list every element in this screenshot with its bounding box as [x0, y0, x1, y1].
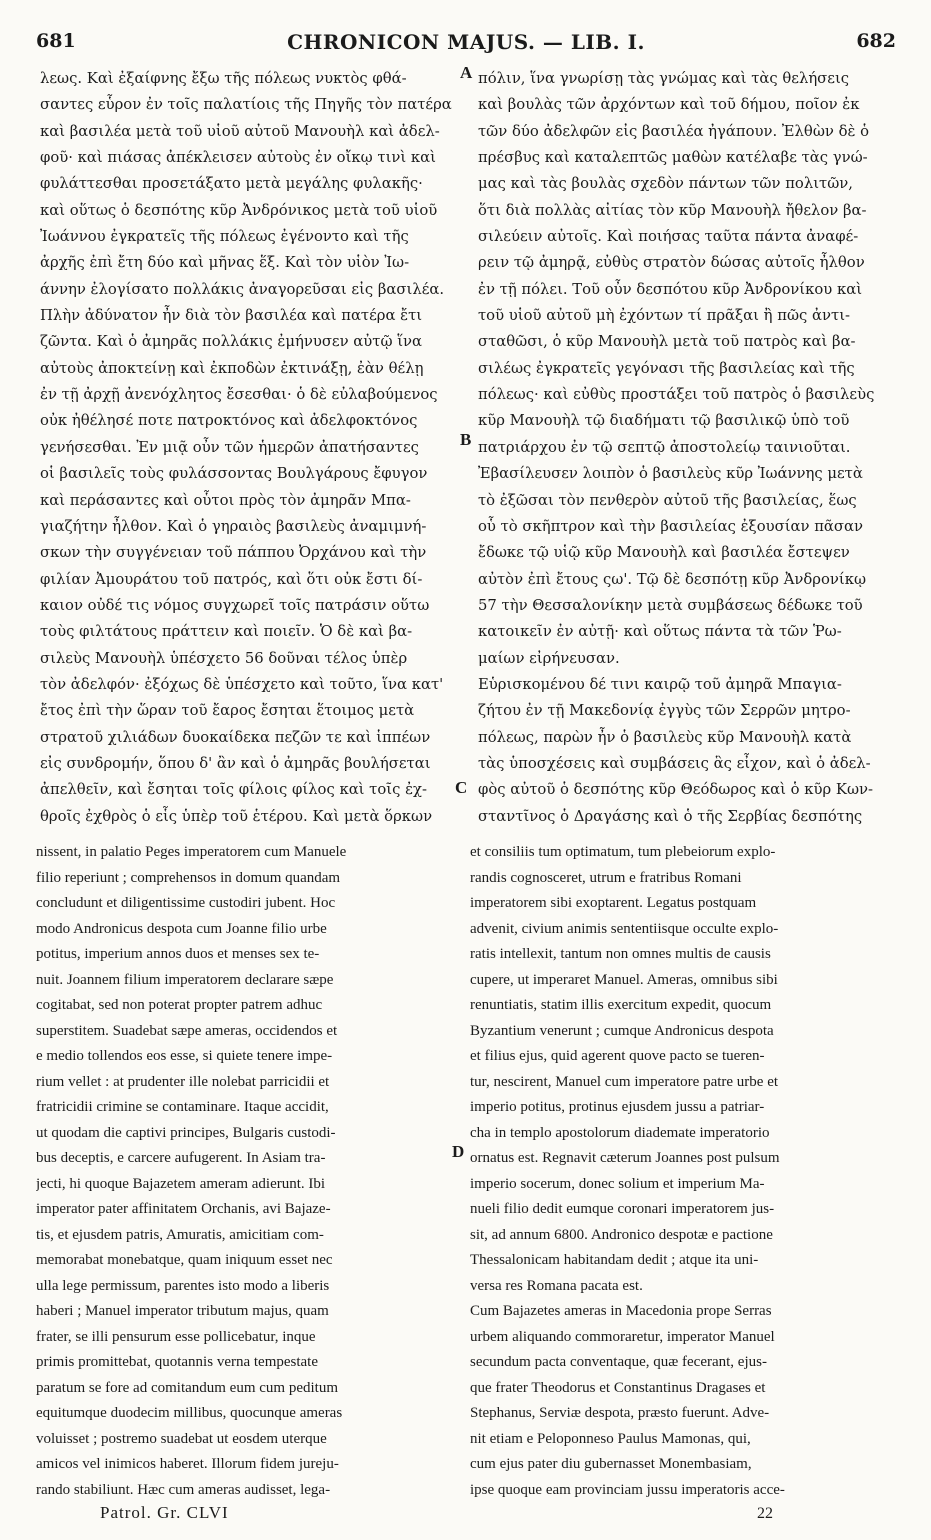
text-line: ἐν τῇ πόλει. Τοῦ οὖν δεσπότου κῦρ Ἀνδρονίκου καὶ [478, 280, 862, 298]
text-line: secundum pacta conventaque, quæ fecerant, ejus- [470, 1354, 767, 1370]
text-line: Byzantium venerunt ; cumque Andronicus despota [470, 1022, 774, 1039]
text-line: τοὺς φιλτάτους πράττειν καὶ ποιεῖν. Ὁ δὲ καὶ βα- [40, 623, 413, 641]
page-header [36, 30, 896, 62]
text-line: φιλίαν Ἀμουράτου τοῦ πατρός, καὶ ὅτι οὐκ ἔστι δί- [40, 570, 423, 588]
text-line: ζήτου ἐν τῇ Μακεδονίᾳ ἐγγὺς τῶν Σερρῶν μητρο- [478, 702, 851, 720]
text-line: καιον οὐδέ τις νόμος συγχωρεῖ τοῖς πατράσιν οὕτω [40, 596, 430, 614]
text-line: γενήσεσθαι. Ἐν μιᾷ οὖν τῶν ἡμερῶν ἀπατήσαντες [40, 438, 419, 456]
text-line: rando stabiliunt. Hæc cum ameras audisset, lega- [36, 1481, 331, 1498]
text-line: ipse quoque eam provinciam jussu imperatoris acce- [470, 1481, 785, 1498]
text-line: Ἐβασίλευσεν λοιπὸν ὁ βασιλεὺς κῦρ Ἰωάννης μετὰ [478, 465, 863, 483]
text-line: ulla lege permissum, parentes isto modo a liberis [36, 1277, 330, 1294]
margin-marker-a: A [460, 63, 473, 82]
text-line: οὗ τὸ σκῆπτρον καὶ τὴν βασιλείας ἐξουσίαν πᾶσαν [478, 517, 864, 535]
text-line: nueli filio dedit eumque coronari imperatorem jus- [470, 1201, 775, 1217]
text-line: πόλιν, ἵνα γνωρίσῃ τὰς γνώμας καὶ τὰς θελήσεις [478, 70, 850, 87]
text-line: cupere, ut imperaret Manuel. Ameras, omnibus sibi [470, 971, 778, 988]
text-line: voluisset ; postremo suadebat ut eosdem uterque [36, 1430, 327, 1447]
running-title: CHRONICON MAJUS. — LIB. I. [287, 30, 645, 54]
text-line: nuit. Joannem filium imperatorem declarare sæpe [36, 971, 334, 988]
text-line: imperio potitus, protinus ejusdem jussu a patriar- [470, 1099, 765, 1115]
text-line: e medio tollendos eos esse, si quiete tenere impe- [36, 1048, 333, 1064]
text-line: et filius ejus, quid agerent quove pacto se tueren- [470, 1048, 765, 1064]
text-line: οἱ βασιλεῖς τοὺς φυλάσσοντας Βουλγάρους ἔφυγον [40, 465, 428, 483]
text-line: σταθῶσι, ὁ κῦρ Μανουὴλ μετὰ τοῦ πατρὸς καὶ βα- [478, 333, 856, 351]
text-line: αὐτοὺς ἀποκτείνῃ καὶ ἐκποδὼν ἐκτινάξῃ, ἐὰν θέλῃ [40, 359, 424, 377]
text-line: σιλεύειν αὐτοῖς. Καὶ ποιήσας ταῦτα πάντα ἀναφέ- [478, 228, 859, 246]
footer-series: Patrol. Gr. CLVI [100, 1503, 229, 1522]
text-line: ἀπελθεῖν, καὶ ἔσηται τοῖς φίλοις φίλος καὶ τοῖς ἐχ- [40, 781, 427, 799]
text-line: versa res Romana pacata est. [470, 1277, 643, 1294]
text-line: πόλεως· καὶ εὐθὺς προστάξει τοῦ πατρὸς ὁ βασιλεὺς [478, 386, 875, 404]
text-line: τὸ ἐξῶσαι τὸν πενθερὸν αὐτοῦ τῆς βασιλείας, ἕως [478, 491, 857, 509]
text-line: Πλὴν ἀδύνατον ἦν διὰ τὸν βασιλέα καὶ πατέρα ἔτι [40, 307, 423, 325]
text-line: Stephanus, Serviæ despota, præsto fuerunt. Adve- [470, 1405, 770, 1421]
text-line: renuntiatis, statim illis exercitum expedit, quocum [470, 997, 772, 1013]
text-line: καὶ βασιλέα μετὰ τοῦ υἱοῦ αὐτοῦ Μανουὴλ καὶ ἀδελ- [40, 122, 440, 140]
text-line: tis, et ejusdem patris, Amuratis, amicitiam com- [36, 1226, 324, 1243]
text-line: Cum Bajazetes ameras in Macedonia prope Serras [470, 1303, 772, 1319]
text-line: rium vellet : at prudenter ille nolebat parricidii et [36, 1073, 330, 1090]
text-line: filio reperiunt ; comprehensos in domum quandam [36, 869, 341, 886]
text-line: imperator pater affinitatem Orchanis, avi Bajaze- [36, 1201, 331, 1217]
text-line: γιαζήτην ἦλθον. Καὶ ὁ γηραιὸς βασιλεὺς ἀναμιμνή- [40, 517, 427, 535]
text-line: nissent, in palatio Peges imperatorem cum Manuele [36, 844, 347, 860]
text-line: φοῦ· καὶ πιάσας ἀπέκλεισεν αὐτοὺς ἐν οἴκῳ τινὶ καὶ [40, 149, 436, 167]
text-line: μαίων εἰρήνευσαν. [478, 649, 620, 667]
text-line: et consiliis tum optimatum, tum plebeiorum explo- [470, 844, 776, 860]
text-line: cha in templo apostolorum diademate imperatorio [470, 1124, 770, 1141]
text-line: σιλεὺς Μανουὴλ ὑπέσχετο 56 δοῦναι τέλος ὑπὲρ [40, 649, 408, 667]
text-line: cogitabat, sed non poterat propter patrem adhuc [36, 997, 323, 1013]
text-line: πατριάρχου ἐν τῷ σεπτῷ ἀποστολείῳ ταινιοῦται. [478, 438, 851, 456]
text-line: κῦρ Μανουὴλ τῷ διαδήματι τῷ βασιλικῷ ὑπὸ τοῦ [478, 412, 850, 430]
text-line: ρειν τῷ ἀμηρᾷ, εὐθὺς στρατὸν δώσας αὐτοῖς ἦλθον [478, 254, 865, 272]
text-line: τὸν ἀδελφόν· ἐξόχως δὲ ὑπέσχετο καὶ τοῦτο, ἵνα κατ' [40, 675, 444, 693]
text-line: haberi ; Manuel imperator tributum majus, quam [36, 1303, 329, 1319]
text-line: ζῶντα. Καὶ ὁ ἀμηρᾶς πολλάκις ἐμήνυσεν αὐτῷ ἵνα [40, 333, 423, 351]
text-line: que frater Theodorus et Constantinus Dragases et [470, 1379, 766, 1396]
text-line: ἔδωκε τῷ υἱῷ κῦρ Μανουὴλ καὶ βασιλέα ἔστεψεν [478, 544, 850, 562]
text-line: ἀρχῆς ἐπὶ ἔτη δύο καὶ μῆνας ἕξ. Καὶ τὸν υἱὸν Ἰω- [40, 254, 410, 272]
margin-marker-c: C [455, 778, 468, 797]
text-line: advenit, civium animis sententiisque occulte explo- [470, 920, 779, 937]
text-line: memorabat monebatque, quam iniquum esset nec [36, 1252, 333, 1268]
text-line: urbem aliquando commoraretur, imperator Manuel [470, 1328, 775, 1345]
text-line: σκων τὴν συγγένειαν τοῦ πάππου Ὀρχάνου καὶ τὴν [40, 544, 427, 562]
text-line: λεως. Καὶ ἐξαίφνης ἔξω τῆς πόλεως νυκτὸς φθά- [40, 70, 407, 87]
text-line: bus deceptis, e carcere aufugerent. In Asiam tra- [36, 1150, 326, 1166]
text-line: καὶ περάσαντες καὶ οὗτοι πρὸς τὸν ἀμηρᾶν Μπα- [40, 491, 411, 509]
text-line: modo Andronicus despota cum Joanne filio urbe [36, 920, 327, 937]
text-line: Ἰωάννου ἐγκρατεῖς τῆς πόλεως ἐγένοντο καὶ τῆς [40, 228, 409, 246]
text-line: cum ejus pater diu gubernasset Monembasiam, [470, 1456, 752, 1472]
footer-signature: 22 [757, 1505, 773, 1522]
greek-column-left [40, 66, 456, 826]
text-line: φὸς αὐτοῦ ὁ δεσπότης κῦρ Θεόδωρος καὶ ὁ κῦρ Κων- [478, 781, 874, 799]
text-line: εἰς συνδρομήν, ὅπου δ' ἂν καὶ ὁ ἀμηρᾶς βουλήσεται [40, 754, 431, 772]
text-line: Thessalonicam habitandam dedit ; atque ita uni- [470, 1252, 759, 1268]
text-line: 57 τὴν Θεσσαλονίκην μετὰ συμβάσεως δέδωκε τοῦ [478, 596, 863, 614]
text-line: καὶ βουλὰς τῶν ἀρχόντων καὶ τοῦ δήμου, ποῖον ἐκ [478, 96, 860, 114]
text-line: ἐν τῇ ἀρχῇ ἀνενόχλητος ἔσεσθαι· ὁ δὲ εὐλαβούμενος [40, 386, 438, 404]
text-line: άννην ἐλογίσατο πολλάκις ἀναγορεῦσαι εἰς βασιλέα. [40, 280, 445, 298]
text-line: πόλεως, παρὼν ἦν ὁ βασιλεὺς κῦρ Μανουὴλ κατὰ [478, 728, 852, 746]
text-line: ὅτι διὰ πολλὰς αἰτίας τὸν κῦρ Μανουὴλ ἤθελον βα- [478, 201, 867, 219]
text-line: οὐκ ἠθέλησέ ποτε πατροκτόνος καὶ ἀδελφοκτόνος [40, 412, 418, 430]
text-line: φυλάττεσθαι προσετάξατο μετὰ μεγάλης φυλακῆς· [40, 175, 423, 193]
text-line: fratricidii crimine se contaminare. Itaque accidit, [36, 1099, 329, 1115]
text-line: μας καὶ τὰς βουλὰς σχεδὸν πάντων τῶν πολιτῶν, [478, 175, 853, 193]
text-line: tur, nescirent, Manuel cum imperatore patre urbe et [470, 1073, 779, 1090]
text-line: σιλέως ἐγκρατεῖς γεγόνασι τῆς βασιλείας καὶ τῆς [478, 359, 855, 377]
text-line: κατοικεῖν ἐν αὐτῇ· καὶ οὕτως πάντα τὰ τῶν Ῥω- [478, 623, 842, 641]
text-line: θροῖς ἐχθρὸς ὁ εἷς ὑπὲρ τοῦ ἑτέρου. Καὶ μετὰ ὅρκων [40, 807, 433, 825]
text-line: σαντες εὗρον ἐν τοῖς παλατίοις τῆς Πηγῆς τὸν πατέρα [40, 96, 452, 114]
page-number-right: 682 [856, 30, 896, 52]
margin-marker-b: B [460, 430, 472, 449]
text-line: ut quodam die captivi principes, Bulgaris custodi- [36, 1124, 336, 1141]
greek-column-right [478, 66, 893, 826]
latin-column-right [470, 840, 894, 1500]
text-line: concludunt et diligentissime custodiri jubent. Hoc [36, 895, 336, 911]
text-line: πρέσβυς καὶ καταλεπτῶς μαθὼν κατέλαβε τὰς γνώ- [478, 149, 868, 167]
text-line: potitus, imperium annos duos et menses sex te- [36, 946, 320, 962]
margin-marker-d: D [452, 1142, 465, 1161]
text-line: στρατοῦ χιλιάδων δυοκαίδεκα πεζῶν τε καὶ ἱππέων [40, 728, 431, 746]
text-line: amicos vel inimicos haberet. Illorum fidem jureju- [36, 1456, 339, 1472]
text-line: frater, se illi pensurum esse pollicebatur, inque [36, 1328, 316, 1345]
text-line: sit, ad annum 6800. Andronico despotæ e pactione [470, 1226, 773, 1243]
text-line: ἔτος ἐπὶ τὴν ὥραν τοῦ ἔαρος ἔσηται ἕτοιμος μετὰ [40, 702, 415, 720]
text-line: paratum se fore ad comitandum eum cum peditum [36, 1379, 338, 1396]
text-line: αὐτὸν ἐπὶ ἔτους ςω'. Τῷ δὲ δεσπότῃ κῦρ Ἀνδρονίκῳ [478, 570, 867, 588]
text-line: ornatus est. Regnavit cæterum Joannes post pulsum [470, 1150, 780, 1166]
text-line: jecti, hi quoque Bajazetem ameram adierunt. Ibi [36, 1175, 326, 1192]
text-line: τὰς ὑποσχέσεις καὶ συμβάσεις ἃς εἶχον, καὶ ὁ ἀδελ- [478, 754, 871, 772]
text-line: σταντῖνος ὁ Δραγάσης καὶ ὁ τῆς Σερβίας δεσπότης [478, 807, 863, 825]
text-line: primis promittebat, quotannis verna tempestate [36, 1354, 319, 1370]
text-line: τῶν δύο ἀδελφῶν εἰς βασιλέα ἠγάπουν. Ἐλθὼν δὲ ὁ [478, 122, 870, 140]
text-line: nit etiam e Peloponneso Paulus Mamonas, qui, [470, 1430, 751, 1447]
text-line: superstitem. Suadebat sæpe ameras, occidendos et [36, 1022, 338, 1039]
text-line: randis cognosceret, utrum e fratribus Romani [470, 869, 742, 886]
text-line: equitumque duodecim millibus, quocunque ameras [36, 1405, 343, 1421]
text-line: ratis intellexit, tantum non omnes multis de causis [470, 946, 771, 962]
text-line: τοῦ υἱοῦ αὐτοῦ μὴ ἐχόντων τί πρᾶξαι ἢ πῶς ἀντι- [478, 307, 851, 325]
text-line: imperio socerum, donec solium et imperium Ma- [470, 1175, 765, 1192]
text-line: imperatorem sibi exoptarent. Legatus postquam [470, 895, 757, 911]
latin-column-left [36, 840, 452, 1500]
text-line: καὶ οὕτως ὁ δεσπότης κῦρ Ἀνδρόνικος μετὰ τοῦ υἱοῦ [40, 201, 438, 219]
page-number-left: 681 [36, 30, 76, 52]
text-line: Εὑρισκομένου δέ τινι καιρῷ τοῦ ἀμηρᾶ Μπαγια- [478, 675, 842, 693]
